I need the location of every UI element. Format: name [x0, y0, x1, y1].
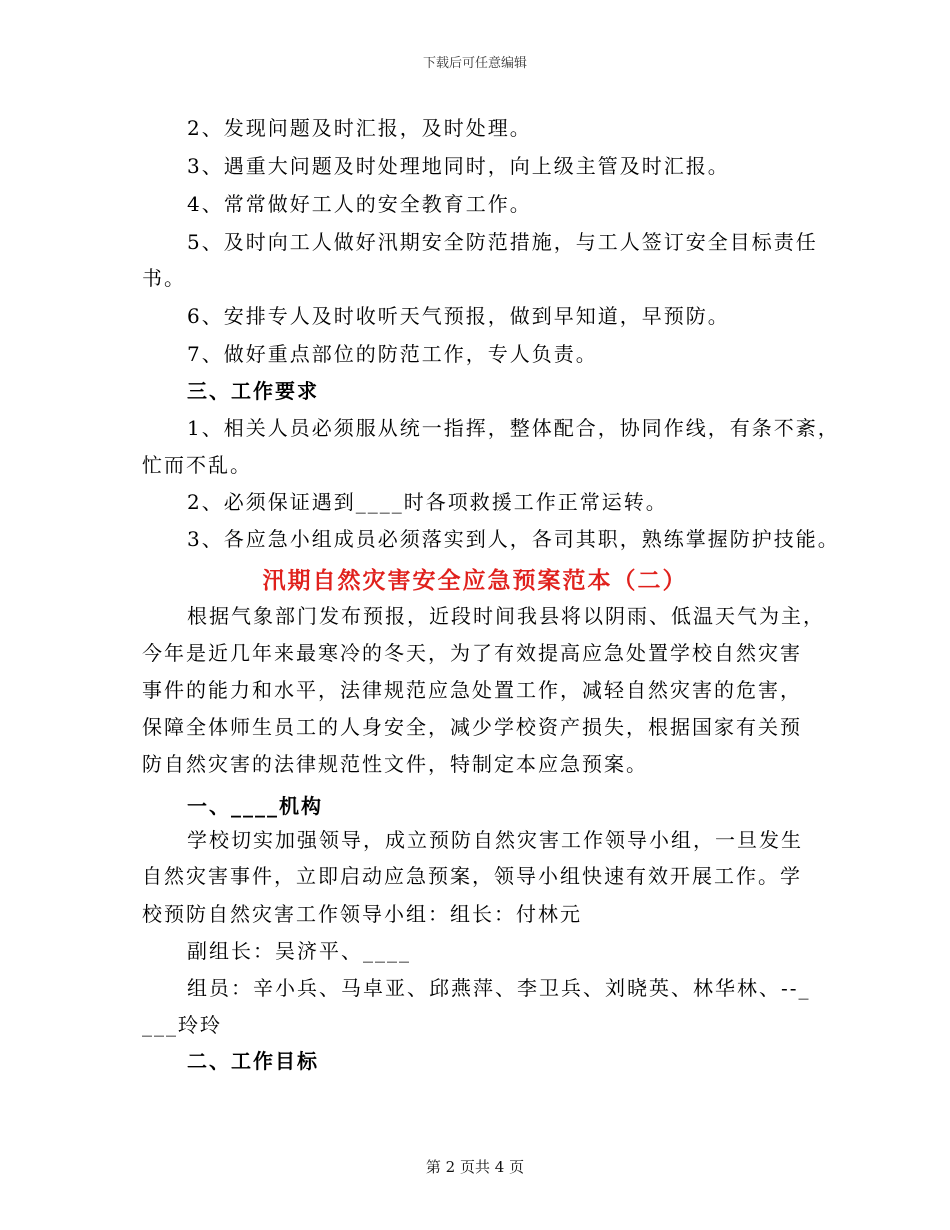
requirement-item-3: 3、各应急小组成员必须落实到人，各司其职，熟练掌握防护技能。	[187, 527, 840, 551]
paragraph-line: 自然灾害事件，立即启动应急预案，领导小组快速有效开展工作。学	[142, 864, 802, 888]
paragraph-line: 今年是近几年来最寒冷的冬天，为了有效提高应急处置学校自然灾害	[142, 641, 802, 665]
list-item-2: 2、发现问题及时汇报，及时处理。	[187, 116, 532, 140]
list-item-6: 6、安排专人及时收听天气预报，做到早知道，早预防。	[187, 304, 730, 328]
requirement-item-2: 2、必须保证遇到____时各项救援工作正常运转。	[187, 490, 668, 514]
members-line-cont: ___玲玲	[142, 1013, 222, 1037]
section-heading-work-goals: 二、工作目标	[187, 1049, 319, 1073]
list-item-7: 7、做好重点部位的防范工作，专人负责。	[187, 342, 598, 366]
paragraph-line: 校预防自然灾害工作领导小组：组长：付林元	[142, 902, 582, 926]
paragraph-line: 学校切实加强领导，成立预防自然灾害工作领导小组，一旦发生	[187, 828, 803, 852]
members-line: 组员：辛小兵、马卓亚、邱燕萍、李卫兵、刘晓英、林华林、--_	[187, 976, 811, 1000]
requirement-item-1: 1、相关人员必须服从统一指挥，整体配合，协同作线，有条不紊，	[187, 416, 840, 440]
document-title: 汛期自然灾害安全应急预案范本（二）	[262, 568, 688, 594]
paragraph-line: 事件的能力和水平，法律规范应急处置工作，减轻自然灾害的危害，	[142, 678, 802, 702]
deputy-leader-line: 副组长：吴济平、____	[187, 939, 411, 963]
requirement-item-1-cont: 忙而不乱。	[142, 453, 252, 477]
page-header: 下载后可任意编辑	[422, 56, 527, 71]
list-item-3: 3、遇重大问题及时处理地同时，向上级主管及时汇报。	[187, 154, 730, 178]
page-footer: 第 2 页共 4 页	[425, 1158, 525, 1176]
paragraph-line: 防自然灾害的法律规范性文件，特制定本应急预案。	[142, 752, 648, 776]
list-item-5-cont: 书。	[142, 266, 186, 290]
paragraph-line: 保障全体师生员工的人身安全，减少学校资产损失，根据国家有关预	[142, 715, 802, 739]
paragraph-line: 根据气象部门发布预报，近段时间我县将以阴雨、低温天气为主，	[187, 604, 825, 628]
list-item-5: 5、及时向工人做好汛期安全防范措施，与工人签订安全目标责任	[187, 230, 818, 254]
section-heading-work-requirements: 三、工作要求	[187, 379, 319, 403]
section-heading-organization: 一、____机构	[187, 794, 323, 818]
list-item-4: 4、常常做好工人的安全教育工作。	[187, 192, 532, 216]
